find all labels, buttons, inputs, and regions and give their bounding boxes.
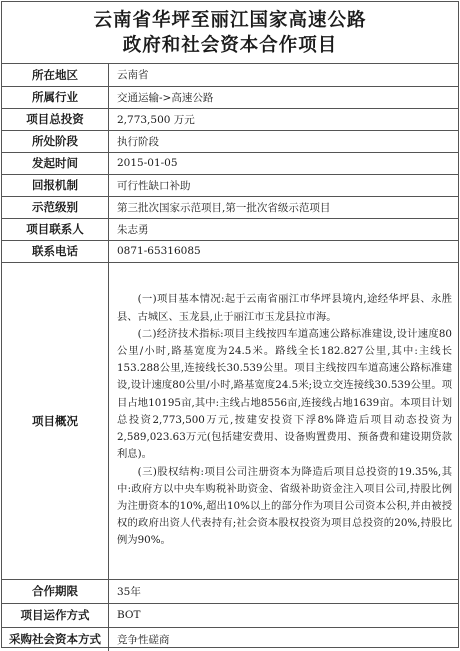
row-contact-phone bbox=[2, 240, 458, 262]
demo-level-value: 第三批次国家示范项目,第一批次省级示范项目 bbox=[109, 196, 459, 218]
operation-mode-value: BOT bbox=[109, 603, 459, 627]
contact-phone-value: 0871-65316085 bbox=[109, 240, 459, 262]
overview-paragraph-basic: (一)项目基本情况:起于云南省丽江市华坪县境内,途经华坪县、永胜县、古城区、玉龙县,止于丽江市玉龙县拉市海。 bbox=[117, 293, 452, 323]
contact-person-value: 朱志勇 bbox=[109, 218, 459, 240]
title-line-2: 政府和社会资本合作项目 bbox=[122, 34, 338, 56]
contact-phone-label: 联系电话 bbox=[2, 240, 109, 262]
cooperation-term-label: 合作期限 bbox=[2, 579, 109, 603]
total-investment-value: 2,773,500 万元 bbox=[109, 108, 459, 130]
row-total-investment bbox=[2, 108, 458, 130]
overview-paragraph-equity: (三)股权结构:项目公司注册资本为降造后项目总投资的19.35%,其中:政府方以中央车购税补助资金、省级补助资金注入项目公司,持股比例为注册资本的10%,超出10%以上的部分作为项目公司资本公积,并由被授权的政府出资人代表持有;社会资本股权投资为项目总投资的20%,持股比例为90%。 bbox=[117, 465, 452, 547]
operation-mode-label: 项目运作方式 bbox=[2, 603, 109, 627]
region-value: 云南省 bbox=[117, 69, 149, 82]
return-mechanism-value: 可行性缺口补助 bbox=[109, 174, 459, 196]
overview-label: 项目概况 bbox=[2, 262, 109, 579]
title-line-1: 云南省华坪至丽江国家高速公路 bbox=[93, 9, 367, 31]
procurement-method-label: 采购社会资本方式 bbox=[2, 627, 109, 651]
project-info-sheet bbox=[1, 1, 459, 648]
row-operation-mode bbox=[2, 603, 458, 627]
row-overview bbox=[2, 262, 458, 579]
row-start-date bbox=[2, 152, 458, 174]
row-industry bbox=[2, 86, 458, 108]
region-label: 所在地区 bbox=[2, 64, 109, 86]
start-date-value: 2015-01-05 bbox=[109, 152, 459, 174]
start-date-label: 发起时间 bbox=[2, 152, 109, 174]
overview-paragraph-technical: (二)经济技术指标:项目主线按四车道高速公路标准建设,设计速度80公里/小时,路基宽度为24.5米。路线全长182.827公里,其中:主线长153.288公里,连接线长30.539公里。项目主线按四车道高速公路标准建设,设计速度80公里/小时,路基宽度24.5米;设立交连接线30.539公里。项目占地10195亩,其中:主线占地8556亩,连接线占地1639亩。本项目计划总投资2,773,500万元,按建安投资下浮8%降造后项目动态投资为2,589,023.63万元(包括建安费用、设备购置费用、预备费和建设期贷款利息)。 bbox=[117, 327, 452, 461]
row-cooperation-term bbox=[2, 579, 458, 603]
industry-label: 所属行业 bbox=[2, 86, 109, 108]
stage-value: 执行阶段 bbox=[109, 130, 459, 152]
project-info-table bbox=[2, 64, 458, 651]
row-procurement-method bbox=[2, 627, 458, 651]
stage-label: 所处阶段 bbox=[2, 130, 109, 152]
demo-level-label: 示范级别 bbox=[2, 196, 109, 218]
row-return-mechanism bbox=[2, 174, 458, 196]
row-region bbox=[2, 64, 458, 86]
row-contact-person bbox=[2, 218, 458, 240]
cooperation-term-value: 35年 bbox=[109, 579, 459, 603]
industry-value: 交通运输->高速公路 bbox=[109, 86, 459, 108]
contact-person-label: 项目联系人 bbox=[2, 218, 109, 240]
overview-value bbox=[109, 262, 459, 579]
total-investment-label: 项目总投资 bbox=[2, 108, 109, 130]
document-title bbox=[2, 2, 458, 64]
row-stage bbox=[2, 130, 458, 152]
return-mechanism-label: 回报机制 bbox=[2, 174, 109, 196]
procurement-method-value: 竞争性磋商 bbox=[109, 627, 459, 651]
row-demo-level bbox=[2, 196, 458, 218]
